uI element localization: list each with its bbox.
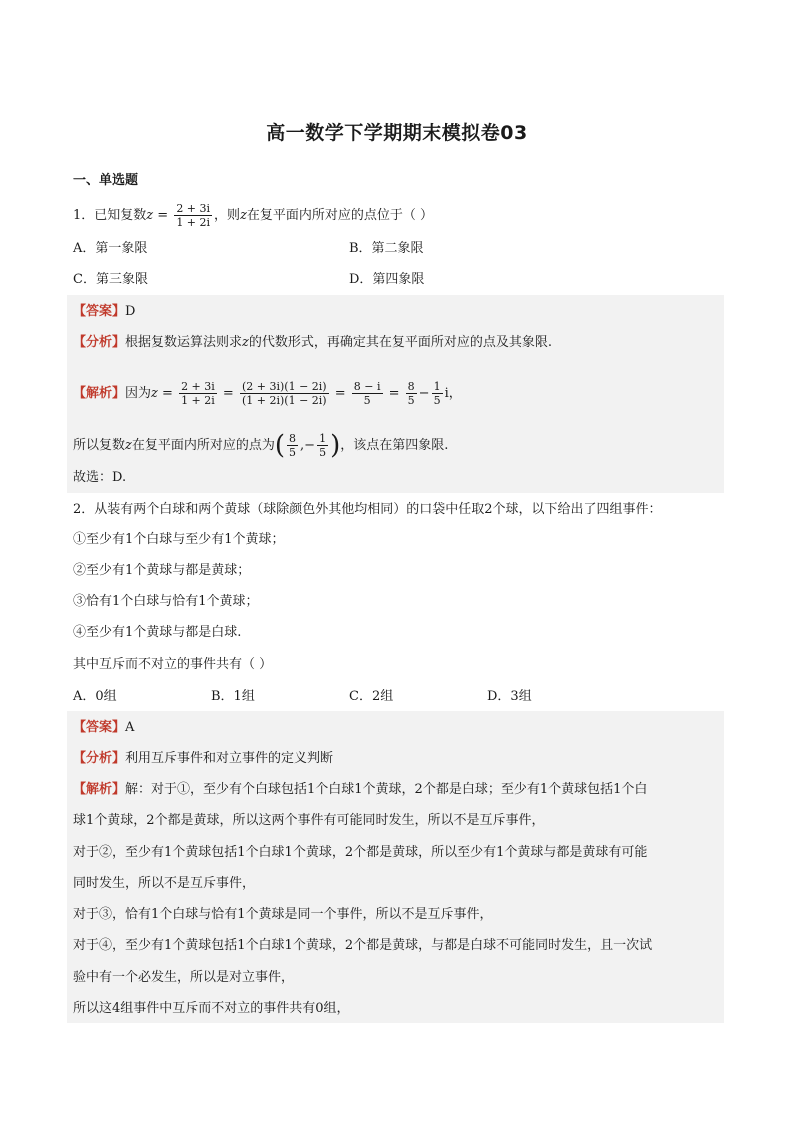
q2-event-2: ②至少有1个黄球与都是黄球； [73,563,251,578]
q2-solution-line-8: 所以这4组事件中互斥而不对立的事件共有0组， [73,1001,350,1016]
q2-solution-line-4: 同时发生，所以不是互斥事件， [73,876,256,891]
question-1-stem: 1．已知复数z = $\frac{2 + 3i}{1 + 2i}$ ，则z在复平面内所对应的点位于（ ） [73,202,434,229]
fraction: $\frac{8 - i}{5}$ [353,380,381,407]
fraction: $\frac{1}{5}$ [319,432,327,459]
q2-solution-line-6: 对于④，至少有1个黄球包括1个白球1个黄球，2个都是黄球，与都是白球不可能同时发生，且一次试 [73,938,653,953]
q2-solution-line-1: 【解析】解：对于①，至少有个白球包括1个白球1个黄球，2个都是白球；至少有1个黄球包括1个白 [73,782,648,797]
fraction: $\frac{1}{5}$ [433,380,441,407]
q1-conclusion: 故选：D. [73,470,127,485]
q2-answer: 【答案】A [73,720,135,735]
q2-solution-line-3: 对于②，至少有1个黄球包括1个白球1个黄球，2个都是黄球，所以至少有1个黄球与都是黄球有可能 [73,845,648,860]
left-paren: ( [274,430,286,461]
q1-analysis: 【分析】根据复数运算法则求z的代数形式，再确定其在复平面所对应的点及其象限. [73,335,553,350]
fraction: $\frac{8}{5}$ [407,380,415,407]
q1-option-b: B．第二象限 [349,241,424,256]
fraction: $\frac{2 + 3i}{1 + 2i}$ [176,202,211,229]
q2-question: 其中互斥而不对立的事件共有（ ） [73,657,273,672]
fraction: $\frac{8}{5}$ [289,432,297,459]
q2-event-1: ①至少有1个白球与至少有1个黄球； [73,532,285,547]
fraction: $\frac{(2 + 3i)(1 - 2i)}{(1 + 2i)(1 - 2i)}$ [241,380,327,407]
q2-option-b: B．1组 [211,689,255,704]
q2-solution-line-5: 对于③，恰有1个白球与恰有1个黄球是同一个事件，所以不是互斥事件， [73,907,493,922]
q1-option-d: D．第四象限 [349,272,425,287]
q1-point: 所以复数z在复平面内所对应的点为( $\frac{8}{5}$ ,− $\frac{1}{5}$ )，该点在第四象限. [73,430,449,461]
q1-solution: 【解析】因为z = $\frac{2 + 3i}{1 + 2i}$ = $\frac{(2 + 3i)(1 - 2i)}{(1 + 2i)(1 - 2i)}$ = $\frac{8 - i}{5}$ = $\frac{8}{5}$ − $\frac{1}{5}$ i， [73,380,462,407]
page-title: 高一数学下学期期末模拟卷03 [266,122,528,144]
question-2-stem: 2．从装有两个白球和两个黄球（球除颜色外其他均相同）的口袋中任取2个球，以下给出了四组事件： [73,502,662,517]
section-heading: 一、单选题 [73,173,139,188]
q1-answer: 【答案】D [73,304,136,319]
q2-option-d: D．3组 [487,689,532,704]
q1-option-a: A．第一象限 [73,241,148,256]
q2-analysis: 【分析】利用互斥事件和对立事件的定义判断 [73,751,334,766]
q2-option-c: C．2组 [349,689,394,704]
q1-option-c: C．第三象限 [73,272,148,287]
q2-event-3: ③恰有1个白球与恰有1个黄球； [73,594,259,609]
q2-event-4: ④至少有1个黄球与都是白球. [73,625,242,640]
right-paren: ) [330,430,341,461]
q2-option-a: A．0组 [73,689,117,704]
fraction: $\frac{2 + 3i}{1 + 2i}$ [181,380,215,407]
q2-solution-line-7: 验中有一个必发生，所以是对立事件， [73,970,295,985]
q2-solution-line-2: 球1个黄球，2个都是黄球，所以这两个事件有可能同时发生，所以不是互斥事件， [73,813,545,828]
